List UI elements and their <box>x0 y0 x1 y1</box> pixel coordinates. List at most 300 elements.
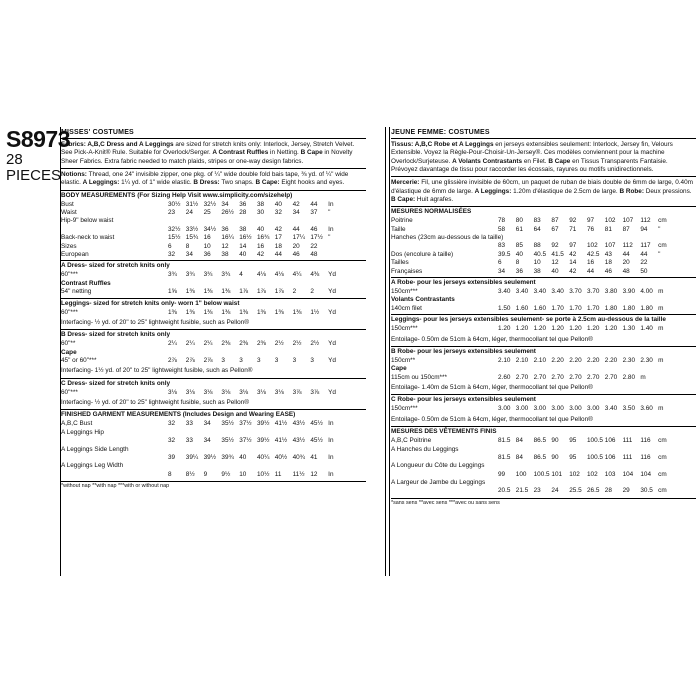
table-cell: 2.70 <box>604 373 618 381</box>
row-values <box>498 242 658 250</box>
row-label: 150cm*** <box>391 325 418 333</box>
table-cell <box>257 349 275 357</box>
text-run: en Tissus Transparents Fantaisie. Prévoyez davantage de tissu pour raccorder les écossais, rayures ou motifs unidirectionnels. <box>391 157 668 173</box>
row-label <box>391 487 498 495</box>
table-cell: 36 <box>203 250 211 258</box>
row-label: 60"*** <box>61 308 78 316</box>
table-cell: 32 <box>168 437 176 445</box>
table-cell: 2.10 <box>498 356 511 364</box>
table-cell: 3.00 <box>515 405 529 413</box>
table-cell: 48 <box>622 267 630 275</box>
table-cell: 3.00 <box>569 405 582 413</box>
table-cell: 14 <box>569 259 577 267</box>
table-cell: 17¼ <box>292 234 306 242</box>
row-values <box>498 296 658 304</box>
unit-cell <box>328 280 342 288</box>
table-cell: 3.50 <box>622 405 636 413</box>
row-values <box>168 454 328 462</box>
table-cell: 40¾ <box>292 454 306 462</box>
table-cell <box>257 217 275 225</box>
table-cell: 16¼ <box>221 234 234 242</box>
row-values <box>168 462 328 470</box>
table-cell: 83 <box>533 217 541 225</box>
table-cell <box>551 365 569 373</box>
row-label: 115cm ou 150cm*** <box>391 373 448 381</box>
table-cell <box>310 462 328 470</box>
body-measurements-heading: MESURES NORMALISÉES <box>391 206 696 217</box>
row-label: Bust <box>61 200 74 208</box>
table-cell: 33½ <box>185 225 199 233</box>
unit-cell <box>658 462 672 470</box>
table-cell <box>587 234 605 242</box>
notions-paragraph <box>61 168 366 189</box>
interfacing-note: Interfacing- 1½ yd. of 20" to 25" lightweight fusible, such as Pellon® <box>61 367 253 375</box>
row-label: Dos (encolure à taille) <box>391 250 454 258</box>
table-cell <box>551 296 569 304</box>
unit-cell: " <box>658 225 661 233</box>
table-cell <box>498 462 516 470</box>
row-label <box>61 471 168 479</box>
table-cell: 1.40 <box>640 325 653 333</box>
unit-cell <box>658 479 672 487</box>
table-cell: 1⅝ <box>168 288 177 296</box>
table-cell: 100.5 <box>586 453 603 461</box>
table-cell <box>239 349 257 357</box>
table-cell: 16 <box>586 259 595 267</box>
table-cell <box>534 365 552 373</box>
row-label: 60"*** <box>61 388 78 396</box>
row-values <box>498 374 640 382</box>
table-cell <box>275 349 293 357</box>
unit-cell: m <box>640 373 646 381</box>
row-values <box>498 454 658 462</box>
unit-cell: Yd <box>328 271 336 279</box>
table-cell: 24 <box>551 487 559 495</box>
row-label: European <box>61 250 89 258</box>
row-label: A Hanches du Leggings <box>391 445 459 453</box>
table-cell: 42 <box>256 250 265 258</box>
row-values <box>168 201 328 209</box>
table-cell: 97 <box>586 217 595 225</box>
table-cell: 4¼ <box>292 271 302 279</box>
table-cell: 2.20 <box>551 356 564 364</box>
table-cell: 103 <box>604 470 616 478</box>
table-cell: 2⅜ <box>221 340 231 348</box>
table-cell: 2.10 <box>515 356 529 364</box>
unit-cell <box>328 349 342 357</box>
table-cell: 1.20 <box>498 325 511 333</box>
french-column <box>391 127 696 507</box>
table-cell: 2.30 <box>640 356 653 364</box>
table-cell: 92 <box>569 217 577 225</box>
row-label: 54" netting <box>61 288 92 296</box>
unit-cell <box>658 446 672 454</box>
table-cell: 106 <box>604 437 616 445</box>
table-row <box>391 288 696 296</box>
text-run: Deux pressions. <box>643 187 692 195</box>
table-cell <box>623 446 641 454</box>
table-cell: 30 <box>256 209 265 217</box>
table-cell: 87 <box>551 217 559 225</box>
table-cell: 30½ <box>168 200 181 208</box>
table-cell: 16 <box>256 242 265 250</box>
table-cell: 2⅜ <box>256 340 266 348</box>
row-values <box>168 243 328 251</box>
table-cell: 1⅜ <box>239 308 249 316</box>
table-cell: 102 <box>604 217 616 225</box>
footnote: *sans sens **avec sens ***avec ou sans sens <box>391 498 696 507</box>
table-cell: 3.80 <box>604 288 618 296</box>
table-cell <box>516 462 534 470</box>
table-cell: 107 <box>622 217 634 225</box>
table-cell: 2¼ <box>203 340 213 348</box>
table-row <box>391 462 696 470</box>
row-label: 60"*** <box>61 271 78 279</box>
row-label: 140cm filet <box>391 304 422 312</box>
table-cell <box>310 349 328 357</box>
table-cell: 85 <box>515 242 523 250</box>
table-cell: 41½ <box>274 420 288 428</box>
row-label: Waist <box>61 209 77 217</box>
table-cell <box>204 217 222 225</box>
table-cell: 97 <box>569 242 577 250</box>
row-values <box>498 226 658 234</box>
table-cell: 23 <box>533 487 541 495</box>
unit-cell: m <box>658 325 664 333</box>
table-row <box>391 226 696 234</box>
table-cell: 1.20 <box>551 325 564 333</box>
table-cell: 32 <box>274 209 282 217</box>
table-cell: 1.60 <box>533 304 547 312</box>
yardage-section-heading: B Dress- sized for stretch knits only <box>61 329 366 340</box>
table-cell <box>640 234 658 242</box>
table-cell: 46 <box>604 267 612 275</box>
table-cell: 22 <box>310 242 318 250</box>
table-row <box>391 251 696 259</box>
row-values <box>168 226 328 234</box>
table-cell <box>569 234 587 242</box>
table-cell: 2.20 <box>604 356 618 364</box>
table-cell: 1.70 <box>551 304 564 312</box>
table-cell <box>239 280 257 288</box>
table-cell: 42.5 <box>586 250 600 258</box>
table-cell: 1⅞ <box>239 288 249 296</box>
table-cell <box>221 280 239 288</box>
table-cell: 3⅛ <box>239 388 249 396</box>
table-cell <box>587 462 605 470</box>
unit-cell: cm <box>658 453 667 461</box>
table-cell: 2.70 <box>515 373 529 381</box>
table-row <box>391 305 696 313</box>
table-cell: 32 <box>168 420 176 428</box>
table-cell: 45½ <box>310 420 323 428</box>
row-values <box>168 389 328 397</box>
table-cell: 87 <box>622 225 630 233</box>
table-cell: 111 <box>622 453 633 461</box>
body-measurements-heading: BODY MEASUREMENTS (For Sizing Help Visit www.simplicity.com/sizehelp) <box>61 190 366 201</box>
table-cell: 17½ <box>310 234 323 242</box>
table-cell: 34 <box>292 209 300 217</box>
table-row <box>61 349 366 357</box>
table-cell: 44 <box>586 267 595 275</box>
table-cell: 1.20 <box>604 325 618 333</box>
table-cell: 36 <box>221 225 229 233</box>
table-cell: 34 <box>498 267 506 275</box>
table-row <box>61 243 366 251</box>
table-cell: 17 <box>274 234 282 242</box>
table-cell <box>204 280 222 288</box>
table-cell <box>186 462 204 470</box>
table-cell: 40 <box>274 200 282 208</box>
table-row <box>391 454 696 462</box>
row-values <box>168 429 328 437</box>
table-cell: 39¾ <box>221 454 234 462</box>
table-cell: 30.5 <box>640 487 653 495</box>
row-label <box>391 471 498 479</box>
table-row <box>61 234 366 242</box>
table-row <box>61 429 366 437</box>
row-values <box>498 357 658 365</box>
table-cell: 48 <box>310 250 318 258</box>
interfacing-note: Interfacing- ½ yd. of 20" to 25" lightweight fusible, such as Pellon® <box>61 399 249 407</box>
row-label: 150cm*** <box>391 405 418 413</box>
text-run: Thread, one 24" invisible zipper, one pkg. of ¼" wide double fold bais tape, ⅜ yd. of ¼" wide elastic. <box>61 170 349 187</box>
table-cell: 3 <box>239 357 243 365</box>
table-cell: 1.70 <box>569 304 582 312</box>
table-cell <box>186 349 204 357</box>
table-cell: 23 <box>168 209 176 217</box>
table-cell: 12 <box>551 259 559 267</box>
table-cell <box>605 462 623 470</box>
table-cell: 90 <box>551 453 559 461</box>
table-cell <box>569 365 587 373</box>
table-cell <box>534 479 552 487</box>
table-cell <box>168 462 186 470</box>
table-cell: 38 <box>221 250 229 258</box>
table-cell <box>168 217 186 225</box>
table-cell: 39 <box>168 454 176 462</box>
text-run: A Volants Contrastants <box>452 157 523 165</box>
table-cell: 1⅜ <box>292 308 302 316</box>
table-row <box>391 357 696 365</box>
table-cell: 102 <box>586 242 598 250</box>
table-cell: 25 <box>203 209 211 217</box>
yardage-section-heading: C Robe- pour les jerseys extensibles seulement <box>391 394 696 405</box>
table-cell <box>587 479 605 487</box>
table-cell: 3¾ <box>168 271 177 279</box>
interfacing-note: Entoilage- 1.40m de 51cm à 64cm, léger, thermocollant tel que Pellon® <box>391 384 593 392</box>
table-cell <box>551 462 569 470</box>
row-values <box>168 209 328 217</box>
table-cell: 2.60 <box>498 373 511 381</box>
row-values <box>498 234 658 242</box>
unit-cell <box>328 243 342 251</box>
table-cell: 95 <box>569 437 577 445</box>
row-label: Volants Contrastants <box>391 296 455 304</box>
table-cell: 1⅜ <box>168 308 177 316</box>
text-run: B Cape <box>548 157 571 165</box>
table-cell: 3.00 <box>498 405 511 413</box>
table-cell <box>168 349 186 357</box>
table-cell: 2⅜ <box>239 340 249 348</box>
table-cell: 40½ <box>274 454 288 462</box>
text-run: B Robe: <box>619 187 644 195</box>
table-cell: 3 <box>256 357 261 365</box>
table-cell: 64 <box>533 225 541 233</box>
table-row <box>61 271 366 279</box>
table-cell: 3⅛ <box>256 388 266 396</box>
table-row <box>61 340 366 348</box>
unit-cell: m <box>658 304 664 312</box>
table-cell <box>498 296 516 304</box>
table-cell: 2½ <box>310 340 320 348</box>
unit-cell: cm <box>658 217 667 225</box>
table-cell <box>293 217 311 225</box>
table-cell: 83 <box>498 242 506 250</box>
row-values <box>498 288 658 296</box>
table-cell: 35½ <box>221 437 234 445</box>
table-cell: 16 <box>203 234 211 242</box>
table-cell: 15¾ <box>185 234 199 242</box>
table-cell: 1⅜ <box>203 288 213 296</box>
table-cell <box>293 462 311 470</box>
table-cell <box>293 349 311 357</box>
table-row <box>391 325 696 333</box>
row-label: Poitrine <box>391 217 413 225</box>
table-cell: 100.5 <box>586 437 603 445</box>
table-cell <box>204 349 222 357</box>
table-cell <box>516 234 534 242</box>
table-cell: 2⅞ <box>185 357 195 365</box>
table-cell: 3.90 <box>622 288 636 296</box>
text-run: Fabrics: A,B,C Dress and A Leggings <box>61 141 174 148</box>
table-cell: 102 <box>569 470 580 478</box>
table-cell: 40 <box>515 250 523 258</box>
table-cell: 9 <box>203 470 208 478</box>
table-cell: 34 <box>185 250 193 258</box>
text-run: A Leggings: <box>82 179 120 187</box>
table-cell: 76 <box>586 225 595 233</box>
unit-cell: Yd <box>328 308 336 316</box>
table-cell <box>569 296 587 304</box>
table-cell: 40 <box>551 267 559 275</box>
table-cell: 11 <box>274 470 282 478</box>
table-cell: 33 <box>185 437 193 445</box>
table-cell: 1.20 <box>569 325 582 333</box>
text-run: in Netting. <box>268 149 301 157</box>
table-cell: 46 <box>310 225 318 233</box>
row-values <box>498 305 658 313</box>
table-cell <box>275 446 293 454</box>
table-cell: 3⅛ <box>185 388 195 396</box>
table-cell: 3.40 <box>498 288 511 296</box>
table-cell: 95 <box>569 453 577 461</box>
row-label: Sizes <box>61 242 77 250</box>
table-cell <box>534 462 552 470</box>
divider-middle <box>385 127 386 576</box>
row-values <box>168 340 328 348</box>
table-cell: 116 <box>640 437 651 445</box>
table-cell <box>239 462 257 470</box>
table-cell: 3.60 <box>640 405 653 413</box>
column-title: MISSES' COSTUMES <box>61 127 366 139</box>
footnote: *without nap **with nap ***with or without nap <box>61 481 366 490</box>
row-values <box>168 251 328 259</box>
table-cell <box>551 234 569 242</box>
table-cell: 44 <box>310 200 318 208</box>
row-values <box>498 251 658 259</box>
table-cell: 1.20 <box>586 325 600 333</box>
unit-cell <box>328 217 342 225</box>
table-cell: 25.5 <box>569 487 582 495</box>
table-cell: 3⅛ <box>168 388 177 396</box>
table-cell: 43½ <box>292 437 306 445</box>
row-label: 150cm** <box>391 356 416 364</box>
row-label: A,B,C Bust <box>61 420 93 428</box>
table-cell: 18 <box>274 242 282 250</box>
table-cell: 34½ <box>203 225 217 233</box>
unit-cell: In <box>328 420 334 428</box>
table-row <box>61 217 366 225</box>
table-cell <box>569 479 587 487</box>
table-cell: 3⅛ <box>274 388 284 396</box>
table-cell: 3.70 <box>586 288 600 296</box>
table-cell <box>293 280 311 288</box>
unit-cell <box>658 268 672 276</box>
table-row <box>61 251 366 259</box>
table-cell: 16¾ <box>256 234 270 242</box>
table-cell: 1.60 <box>515 304 529 312</box>
row-label <box>391 454 498 462</box>
table-cell: 3.40 <box>515 288 529 296</box>
row-label: A Leggings Side Length <box>61 445 129 453</box>
pattern-code: S8973 <box>6 126 71 152</box>
row-label: Cape <box>61 348 77 356</box>
table-cell: 3 <box>274 357 279 365</box>
table-cell: 20.5 <box>498 487 511 495</box>
table-cell: 42 <box>569 267 577 275</box>
table-row <box>391 374 696 382</box>
table-cell: 37½ <box>239 437 252 445</box>
row-label: Back-neck to waist <box>61 234 115 242</box>
table-cell <box>186 429 204 437</box>
table-cell: 38 <box>256 200 265 208</box>
table-row <box>391 487 696 495</box>
unit-cell: " <box>328 234 331 242</box>
unit-cell <box>658 296 672 304</box>
table-cell: 34 <box>203 437 211 445</box>
table-cell <box>239 429 257 437</box>
yardage-section-heading: A Robe- pour les jerseys extensibles seulement <box>391 277 696 288</box>
table-row <box>61 309 366 317</box>
table-cell: 88 <box>533 242 541 250</box>
unit-cell: In <box>328 454 334 462</box>
table-cell: 2⅞ <box>168 357 177 365</box>
table-cell: 1.80 <box>604 304 618 312</box>
table-cell: 100 <box>515 470 527 478</box>
table-row <box>391 217 696 225</box>
row-label: Tailles <box>391 259 409 267</box>
table-cell: 61 <box>515 225 523 233</box>
row-values <box>498 405 658 413</box>
table-cell <box>257 280 275 288</box>
unit-cell: Yd <box>328 340 336 348</box>
table-cell: 3¾ <box>185 271 195 279</box>
table-cell <box>623 296 641 304</box>
row-label: A Leggings Hip <box>61 428 104 436</box>
table-cell: 28 <box>604 487 612 495</box>
table-row <box>61 280 366 288</box>
